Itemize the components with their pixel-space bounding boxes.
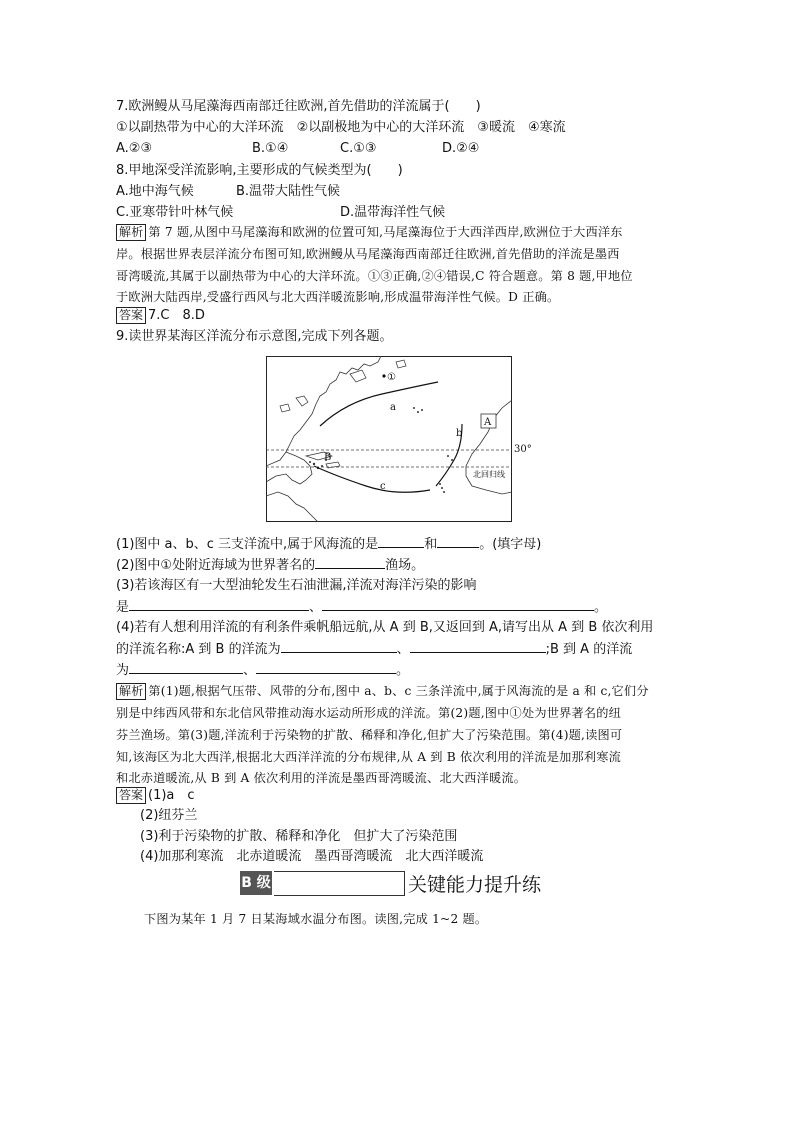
answer-2-part4: (4)加那利寒流 北赤道暖流 墨西哥湾暖流 北大西洋暖流 — [140, 849, 484, 864]
section-banner-line — [274, 871, 405, 896]
q9-stem: 9.读世界某海区洋流分布示意图,完成下列各题。 — [116, 329, 393, 344]
q7-option-d: D.②④ — [442, 141, 480, 156]
q8-option-c: C.亚寒带针叶林气候 — [116, 205, 234, 220]
analysis-1-line3: 哥湾暖流,其属于以副热带为中心的大洋环流。①③正确,②④错误,C 符合题意。第 8 题,甲地位 — [116, 269, 633, 283]
q7-stem: 7.欧洲鳗从马尾藻海西南部迁往欧洲,首先借助的洋流属于( ) — [116, 99, 481, 114]
answer-2-part2: (2)纽芬兰 — [140, 808, 198, 823]
answer-2-part3: (3)利于污染物的扩散、稀释和净化 但扩大了污染范围 — [140, 829, 458, 844]
analysis-tag: 解析 — [116, 224, 146, 241]
analysis-2-line4: 知,该海区为北大西洋,根据北大西洋洋流的分布规律,从 A 到 B 依次利用的洋流是加那利寒流 — [116, 750, 622, 764]
answer-tag: 答案 — [116, 787, 146, 804]
answer-2-part1: 答案 (1)a c — [116, 787, 195, 805]
analysis-2-line2: 别是中纬西风带和东北信风带推动海水运动所形成的洋流。第(2)题,图中①处为世界著名的纽 — [116, 706, 622, 720]
q9-part4-line2: 的洋流名称:A 到 B 的洋流为 、 ;B 到 A 的洋流 — [116, 642, 633, 657]
answer-blank[interactable] — [129, 598, 309, 611]
q8-option-a: A.地中海气候 — [116, 184, 194, 199]
answer-tag: 答案 — [116, 307, 146, 324]
answer-blank[interactable] — [410, 640, 546, 653]
analysis-1-line2: 岸。根据世界表层洋流分布图可知,欧洲鳗从马尾藻海西南部迁往欧洲,首先借助的洋流是墨西 — [116, 247, 620, 261]
map-label-B: B — [324, 452, 332, 463]
q7-options — [116, 140, 479, 158]
analysis-tag: 解析 — [116, 683, 146, 700]
answer-blank[interactable] — [315, 556, 385, 569]
answer-blank[interactable] — [281, 640, 397, 653]
q8-options-row2 — [116, 204, 445, 222]
q7-option-b: B.①④ — [252, 141, 289, 156]
tropic-label: 北回归线 — [473, 470, 505, 479]
q9-part2: (2)图中①处附近海域为世界著名的 渔场。 — [116, 558, 425, 573]
ocean-current-map — [266, 356, 512, 522]
answer-blank[interactable] — [378, 535, 424, 548]
section-badge: B 级 — [240, 871, 272, 895]
q7-option-a: A.②③ — [116, 141, 153, 156]
q9-part1: (1)图中 a、b、c 三支洋流中,属于风海流的是 和 。(填字母) — [116, 537, 542, 552]
answer-blank[interactable] — [129, 661, 243, 674]
map-label-a: a — [390, 402, 396, 413]
next-question-intro: 下图为某年 1 月 7 日某海域水温分布图。读图,完成 1~2 题。 — [144, 912, 488, 926]
q9-part4-line1: (4)若有人想利用洋流的有利条件乘帆船远航,从 A 到 B,又返回到 A,请写出从 A 到 B 依次利用 — [116, 620, 654, 635]
map-label-1: ① — [387, 372, 396, 383]
map-label-A: A — [484, 417, 492, 428]
lat-30-label: 30° — [514, 444, 532, 455]
answer-blank[interactable] — [437, 535, 479, 548]
analysis-2-line1: 解析 第(1)题,根据气压带、风带的分布,图中 a、b、c 三条洋流中,属于风海流的是 a 和 c,它们分 — [116, 682, 649, 700]
map-label-b: b — [456, 428, 463, 439]
q9-part3-line1: (3)若该海区有一大型油轮发生石油泄漏,洋流对海洋污染的影响 — [116, 578, 477, 593]
q8-stem: 8.甲地深受洋流影响,主要形成的气候类型为( ) — [116, 163, 403, 178]
q7-items: ①以副热带为中心的大洋环流 ②以副极地为中心的大洋环流 ③暖流 ④寒流 — [116, 120, 566, 135]
map-label-c: c — [380, 481, 386, 492]
analysis-2-line5: 和北赤道暖流,从 B 到 A 依次利用的洋流是墨西哥湾暖流、北大西洋暖流。 — [116, 771, 527, 785]
q7-option-c: C.①③ — [340, 141, 377, 156]
q9-part3-line2: 是 、 。 — [116, 600, 608, 615]
answer-1: 答案 7.C 8.D — [116, 307, 205, 325]
analysis-1-line4: 于欧洲大陆西岸,受盛行西风与北大西洋暖流影响,形成温带海洋性气候。D 正确。 — [116, 290, 560, 304]
q8-option-b: B.温带大陆性气候 — [236, 184, 341, 199]
answer-blank[interactable] — [256, 661, 396, 674]
answer-blank[interactable] — [322, 598, 594, 611]
q8-option-d: D.温带海洋性气候 — [340, 205, 446, 220]
section-title: 关键能力提升练 — [408, 874, 542, 896]
q8-options-row1 — [116, 183, 340, 201]
analysis-1-line1: 解析 第 7 题,从图中马尾藻海和欧洲的位置可知,马尾藻海位于大西洋西岸,欧洲位于大西洋东 — [116, 223, 623, 241]
q9-part4-line3: 为 、 。 — [116, 663, 410, 678]
analysis-2-line3: 芬兰渔场。第(3)题,洋流利于污染物的扩散、稀释和净化,但扩大了污染范围。第(4)题,读图可 — [116, 728, 623, 742]
